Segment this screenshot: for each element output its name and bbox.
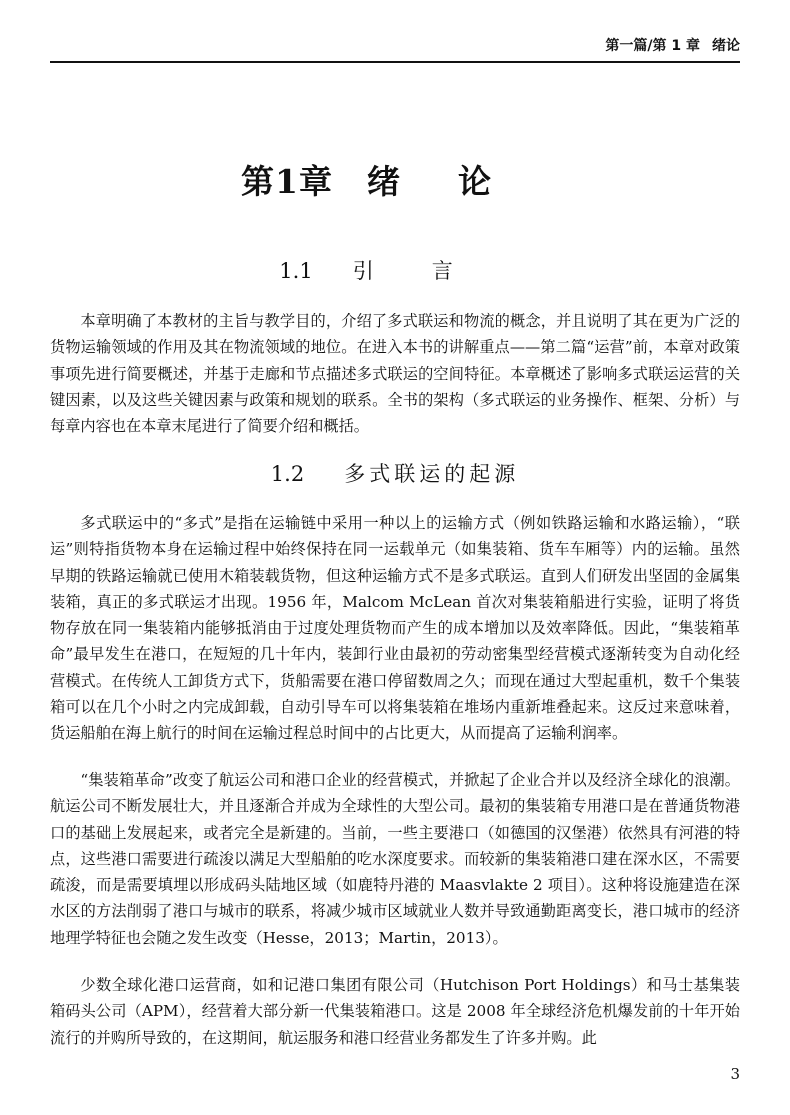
header-rule [50,61,740,63]
running-header [50,36,740,60]
chapter-name: 绪论 [366,162,549,201]
header-separator: / [647,38,653,54]
section-heading-intro [0,255,790,285]
section-heading-origins [0,458,790,488]
chapter-label: 第1章 [241,162,333,201]
section-title: 多式联运的起源 [344,462,520,486]
paragraph: “集装箱革命”改变了航运公司和港口企业的经营模式，并掀起了企业合并以及经济全球化的浪潮。航运公司不断发展壮大，并且逐渐合并成为全球性的大型公司。最初的集装箱专用港口是在普通货物港口的基础上发展起来，或者完全是新建的。当前，一些主要港口（如德国的汉堡港）依然具有河港的特点，这些港口需要进行疏浚以满足大型船舶的吃水深度要求。而较新的集装箱港口建在深水区，不需要疏浚，而是需要填埋以形成码头陆地区域（如鹿特丹港的 Maasvlakte 2 项目）。这种将设施建造在深水区的方法削弱了港口与城市的联系，将减少城市区域就业人数并导致通勤距离变长，港口城市的经济地理学特征也会随之发生改变（Hesse，2013；Martin，2013）。 [50,771,740,947]
section-number: 1.2 [270,462,305,486]
section-title: 引言 [352,259,511,283]
header-chapter-name: 绪论 [712,38,740,54]
header-chapter: 第 1 章 [652,38,700,54]
header-part: 第一篇 [605,38,648,54]
paragraph: 本章明确了本教材的主旨与教学目的，介绍了多式联运和物流的概念，并且说明了其在更为广泛的货物运输领域的作用及其在物流领域的地位。在进入本书的讲解重点——第二篇“运营”前，本章对政策事项先进行简要概述，并基于走廊和节点描述多式联运的空间特征。本章概述了影响多式联运运营的关键因素，以及这些关键因素与政策和规划的联系。全书的架构（多式联运的业务操作、框架、分析）与每章内容也在本章末尾进行了简要介绍和概括。 [50,312,740,436]
section-number: 1.1 [279,259,313,283]
page-number: 3 [730,1065,740,1083]
paragraph: 多式联运中的“多式”是指在运输链中采用一种以上的运输方式（例如铁路运输和水路运输），“联运”则特指货物本身在运输过程中始终保持在同一运载单元（如集装箱、货车车厢等）内的运输。虽然早期的铁路运输就已使用木箱装载货物，但这种运输方式不是多式联运。直到人们研发出坚固的金属集装箱，真正的多式联运才出现。1956 年，Malcom McLean 首次对集装箱船进行实验，证明了将货物存放在同一集装箱内能够抵消由于过度处理货物而产生的成本增加以及效率降低。因此，“集装箱革命”最早发生在港口，在短短的几十年内，装卸行业由最初的劳动密集型经营模式逐渐转变为自动化经营模式。在传统人工卸货方式下，货船需要在港口停留数周之久；而现在通过大型起重机，数千个集装箱可以在几个小时之内完成卸载，自动引导车可以将集装箱在堆场内重新堆叠起来。这反过来意味着，货运船舶在海上航行的时间在运输过程总时间中的占比更大，从而提高了运输利润率。 [50,514,740,743]
paragraph: 少数全球化港口运营商，如和记港口集团有限公司（Hutchison Port Holdings）和马士基集装箱码头公司（APM），经营着大部分新一代集装箱港口。这是 2008 年全球经济危机爆发前的十年开始流行的并购所导致的，在这期间，航运服务和港口经营业务都发生了许多并购。此 [50,976,740,1047]
chapter-title [0,156,790,203]
